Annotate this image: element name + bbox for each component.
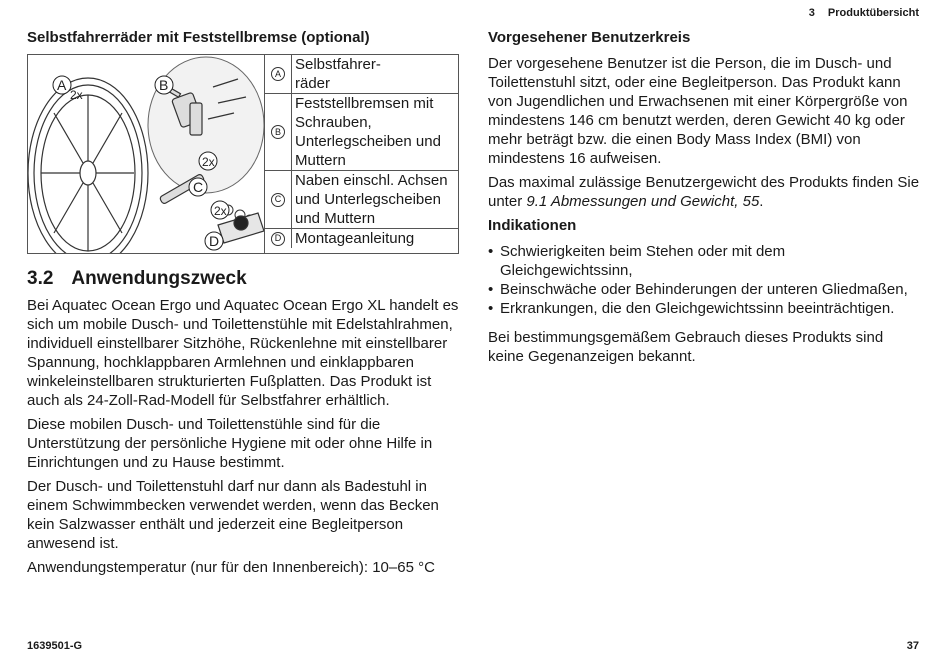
legend-text-b: Feststellbremsen mit Schrauben, Unterlegscheiben und Muttern [295, 95, 441, 169]
heading-user-group: Vorgesehener Benutzerkreis [488, 29, 691, 46]
paragraph: Bei bestimmungsgemäßem Gebrauch dieses Produkts sind keine Gegenanzeigen bekannt. [488, 329, 884, 365]
paragraph: Der vorgesehene Benutzer ist die Person, die im Dusch- und Toilettenstuhl sitzt, oder eine Begleitperson. Das Produkt kann von Jugendlichen und Erwachsenen mit einer Körpergröße von mindestens 146 cm benutzt werden, deren Gewicht 40 kg oder mehr beträgt bzw. die einen Body Mass Index (BMI) von mindestens 16 aufweisen. [488, 55, 908, 167]
section-heading [27, 268, 459, 290]
qty-a: 2x [70, 88, 83, 102]
parts-illustration [28, 55, 265, 253]
label-a: A [57, 77, 67, 93]
figure-title: Selbstfahrerräder mit Feststellbremse (optional) [27, 29, 370, 46]
label-d: D [209, 233, 220, 249]
legend-row [265, 229, 458, 248]
legend-text-a: Selbstfahrer- räder [295, 56, 381, 92]
legend-text-d: Montageanleitung [295, 230, 415, 247]
cross-reference-link[interactable]: 9.1 Abmessungen und Gewicht, 55 [526, 193, 760, 210]
chapter-title: Produktübersicht [827, 7, 919, 19]
heading-indications: Indikationen [488, 217, 577, 234]
legend-mark-c: C [271, 193, 285, 207]
wheel-parts-drawing [28, 55, 264, 253]
label-c: C [193, 179, 204, 195]
section-title: Anwendungszweck [71, 268, 247, 289]
document-number: 1639501-G [27, 640, 83, 652]
parts-figure [27, 54, 459, 254]
page-number: 37 [906, 640, 919, 652]
text: Das maximal zulässige Benutzergewicht des Produkts finden Sie unter [488, 174, 920, 210]
wheel-drawing [28, 78, 148, 253]
list-item: • Erkrankungen, die den Gleichgewichtssinn beeinträchtigen. [500, 299, 920, 318]
legend-mark-b: B [271, 125, 285, 139]
running-header [809, 7, 919, 19]
indications-list [488, 242, 920, 318]
paragraph: Bei Aquatec Ocean Ergo und Aquatec Ocean Ergo XL handelt es sich um mobile Dusch- und Toilettenstühle mit Edelstahlrahmen, individuell einstellbarer Sitzhöhe, Rückenlehne mit einstellbarer Spannung, hochklappbaren Armlehnen und einklappbaren winkeleinstellbaren strukturierten Fußplatten. Das Produkt ist auch als 24-Zoll-Rad-Modell für Selbstfahrer erhältlich. [27, 297, 459, 409]
list-item: • Beinschwäche oder Behinderungen der unteren Gliedmaßen, [500, 280, 920, 299]
chapter-number: 3 [808, 7, 815, 19]
paragraph-weight-reference [488, 173, 920, 211]
paragraph: Anwendungstemperatur (nur für den Innenbereich): 10–65 °C [27, 559, 435, 576]
legend-mark-d: D [271, 232, 285, 246]
left-column [27, 28, 459, 582]
label-b: B [159, 77, 169, 93]
list-item: • Schwierigkeiten beim Stehen oder mit dem Gleichgewichtssinn, [500, 242, 920, 280]
qty-c: 2x [214, 204, 227, 218]
text: . [759, 193, 764, 210]
paragraph: Der Dusch- und Toilettenstuhl darf nur dann als Badestuhl in einem Schwimmbecken verwendet werden, wenn das Becken kein Salzwasser enthält und jederzeit eine Begleitperson anwesend ist. [27, 478, 439, 552]
legend-row [265, 171, 458, 229]
legend-row [265, 55, 458, 94]
paragraph: Diese mobilen Dusch- und Toilettenstühle sind für die Unterstützung der persönliche Hygiene mit oder ohne Hilfe in Einrichtungen und zu Hause bestimmt. [27, 416, 433, 471]
legend-mark-a: A [271, 67, 285, 81]
legend-text-c: Naben einschl. Achsen und Unterlegscheiben und Muttern [295, 172, 448, 227]
qty-b: 2x [202, 155, 215, 169]
legend-row [265, 94, 458, 171]
right-column [488, 28, 920, 371]
figure-legend [265, 55, 458, 253]
section-number: 3.2 [27, 268, 54, 289]
